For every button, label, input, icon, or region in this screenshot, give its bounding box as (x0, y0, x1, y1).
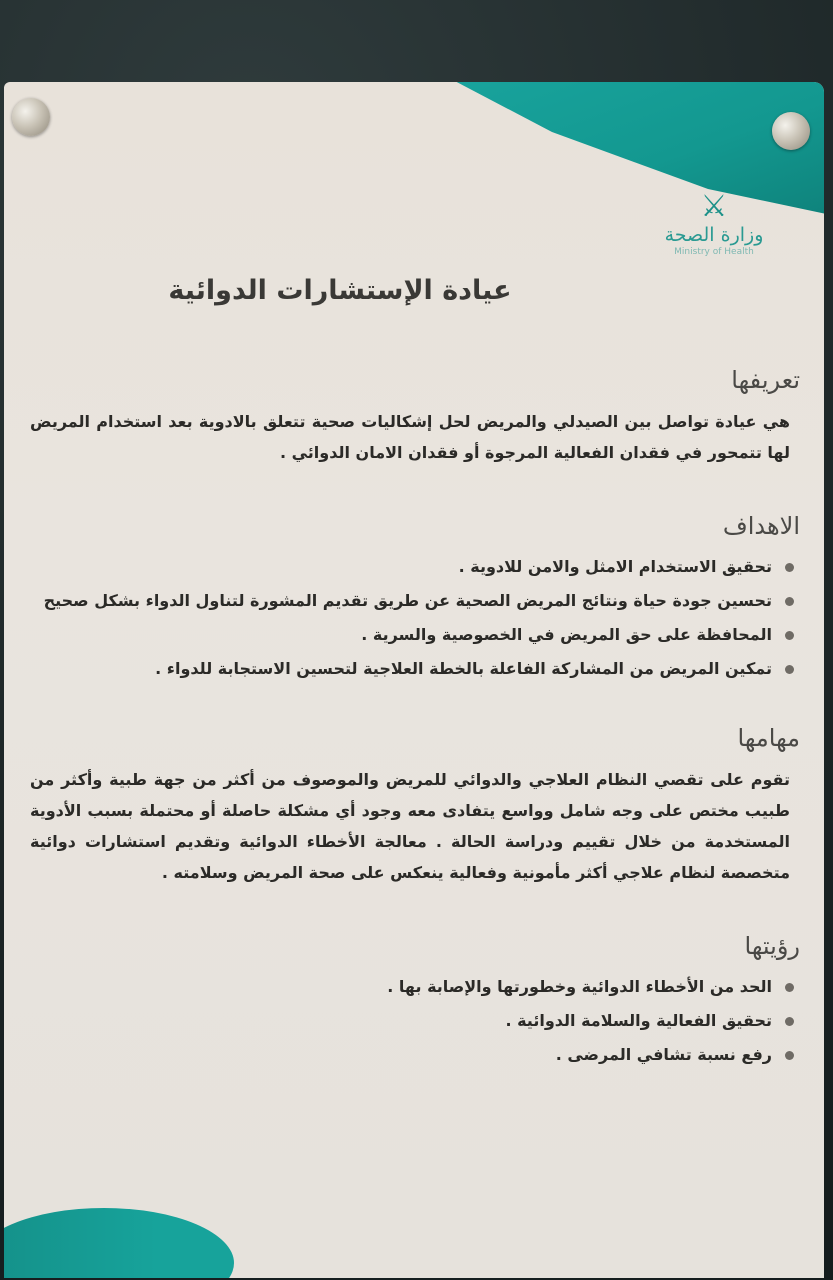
sign-content (30, 275, 800, 1110)
list-item (30, 972, 800, 1002)
list-item (30, 654, 800, 684)
list-item (30, 620, 800, 650)
bullet-icon (785, 563, 794, 572)
list-item-text: تمكين المريض من المشاركة الفاعلة بالخطة العلاجية لتحسين الاستجابة للدواء . (155, 659, 772, 678)
bullet-icon (785, 665, 794, 674)
bullet-icon (785, 983, 794, 992)
list-item-text: رفع نسبة تشافي المرضى . (555, 1045, 772, 1064)
list-item-text: تحقيق الفعالية والسلامة الدوائية . (505, 1011, 772, 1030)
tasks-text: تقوم على تقصي النظام العلاجي والدوائي للمريض والموصوف من أكثر من جهة طبية وأكثر من طبيب مختص على وجه شامل وواسع يتفادى معه وجود أي مشكلة حاصلة أو محتملة بسبب الأدوية المستخدمة من خلال تقييم ودراسة الحالة . معالجة الأخطاء الدوائية وتقديم استشارات دوائية متخصصة لنظام علاجي أكثر مأمونية وفعالية ينعكس على صحة المريض وسلامته . (30, 770, 790, 882)
list-item-text: تحقيق الاستخدام الامثل والامن للادوية . (458, 557, 772, 576)
teal-wave-bottom (4, 1208, 234, 1278)
definition-heading: تعريفها (731, 366, 800, 394)
goals-list (30, 552, 800, 684)
list-item (30, 1006, 800, 1036)
bullet-icon (785, 631, 794, 640)
list-item-text: المحافظة على حق المريض في الخصوصية والسرية . (361, 625, 772, 644)
bullet-icon (785, 597, 794, 606)
list-item (30, 586, 800, 616)
logo-english-text: Ministry of Health (674, 247, 754, 257)
bullet-icon (785, 1051, 794, 1060)
definition-text: هي عيادة تواصل بين الصيدلي والمريض لحل إشكاليات صحية تتعلق بالادوية بعد استخدام المريض لها تتمحور في فقدان الفعالية المرجوة أو فقدان الامان الدوائي . (30, 412, 790, 462)
logo-arabic-text: وزارة الصحة (664, 224, 764, 246)
screw-icon (772, 112, 810, 150)
list-item (30, 552, 800, 582)
list-item (30, 1040, 800, 1070)
list-item-text: تحسين جودة حياة ونتائج المريض الصحية عن طريق تقديم المشورة لتناول الدواء بشكل صحيح (43, 591, 772, 610)
tasks-heading: مهامها (737, 724, 800, 752)
vision-heading: رؤيتها (744, 932, 800, 960)
bullet-icon (785, 1017, 794, 1026)
goals-heading: الاهداف (722, 512, 800, 540)
page-title: عيادة الإستشارات الدوائية (168, 275, 512, 306)
list-item-text: الحد من الأخطاء الدوائية وخطورتها والإصابة بها . (387, 977, 772, 996)
palm-swords-icon: ⚔ (700, 189, 728, 224)
ministry-logo (654, 190, 774, 280)
screw-icon (12, 98, 50, 136)
vision-list (30, 972, 800, 1070)
